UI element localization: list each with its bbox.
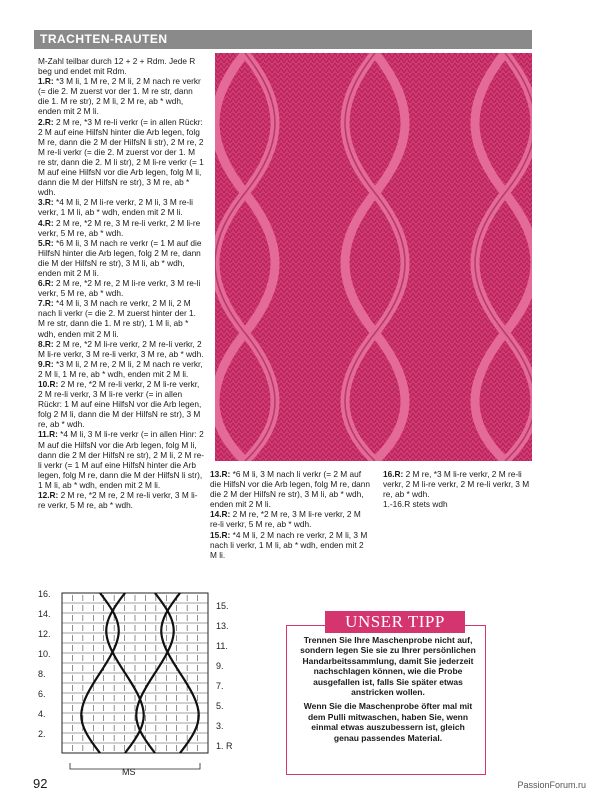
row-label: 4.R: <box>38 217 54 228</box>
chart-row-label-left: 10. <box>38 649 51 659</box>
row-text: 2 M re, *2 M re-li verkr, 2 M li-re verkr, 2 M re-li verkr, 3 M li-re verkr (= in allen Rückr: 1 M auf eine HilfsN vor die Arb legen, folg 2 M li, dann die M der HilfsN re str), 3 M re, ab * wdh. <box>38 379 202 430</box>
row-text: 2 M re, *2 M re, 2 M li-re verkr, 3 M re-li verkr, 5 M re, ab * wdh. <box>38 278 201 299</box>
chart-row-label-right: 3. <box>216 721 224 731</box>
row-label: 8.R: <box>38 338 54 349</box>
instruction-row <box>38 490 204 510</box>
chart-row-label-left: 4. <box>38 709 46 719</box>
row-text: M-Zahl teilbar durch 12 + 2 + Rdm. Jede R beg und endet mit Rdm. <box>38 56 196 77</box>
row-label: 6.R: <box>38 278 54 289</box>
row-text: *4 M li, 3 M nach re verkr, 2 M li, 2 M nach li verkr (= die 2. M zuerst hinter der 1. M re str, dann die 1. M re str), 1 M li, ab * wdh, enden mit 2 M li. <box>38 298 196 339</box>
chart-row-label-right: 13. <box>216 621 229 631</box>
row-label: 11.R: <box>38 429 58 440</box>
chart-row-label-right: 15. <box>216 601 229 611</box>
instruction-row <box>38 218 204 238</box>
row-text: *4 M li, 2 M nach re verkr, 2 M li, 3 M nach li verkr, 1 M li, ab * wdh, enden mit 2 M li. <box>210 529 368 560</box>
instruction-row <box>38 117 204 198</box>
row-text: *6 M li, 3 M nach re verkr (= 1 M auf die HilfsN hinter die Arb legen, folg 2 M re, dann die M der HilfsN re str), 3 M li, ab * wdh, enden mit 2 M li. <box>38 237 202 278</box>
row-label: 2.R: <box>38 116 54 127</box>
instruction-row <box>210 469 372 509</box>
row-label: 9.R: <box>38 358 54 369</box>
chart-row-label-right: 5. <box>216 701 224 711</box>
row-text: 2 M re, *3 M re-li verkr (= in allen Rückr: 2 M auf eine HilfsN hinter die Arb legen, folg M re, dann die 2 M der HilfsN li str), 2 M re, 2 M re-li verkr (= die 2. M zuerst vor der 1. M re str, dann die 2. M li str), 2 M li-re verkr (= 1 M auf eine HilfsN vor die Arb legen, folg M li, dann die M der HilfsN re str), 3 M re, ab * wdh. <box>38 116 204 198</box>
instruction-row <box>38 339 204 359</box>
row-label: 7.R: <box>38 298 54 309</box>
row-text: *3 M li, 1 M re, 2 M li, 2 M nach re verkr (= die 2. M zuerst vor der 1. M re str, dann die 1. M re str), 2 M li, 2 M re, ab * wdh, enden mit 2 M li. <box>38 76 201 117</box>
row-text: 2 M re, *3 M li-re verkr, 2 M re-li verkr, 2 M li-re verkr, 2 M re-li verkr, 3 M re, ab * wdh. <box>383 469 530 500</box>
instruction-row <box>38 429 204 490</box>
row-text: *4 M li, 2 M li-re verkr, 2 M li, 3 M re-li verkr, 1 M li, ab * wdh, enden mit 2 M li. <box>38 197 193 218</box>
row-text: 2 M re, *2 M re, 3 M re-li verkr, 2 M li-re verkr, 5 M re, ab * wdh. <box>38 217 201 238</box>
page-title: TRACHTEN-RAUTEN <box>34 30 532 49</box>
chart-row-label-left: 6. <box>38 689 46 699</box>
row-text: *4 M li, 3 M li-re verkr (= in allen Hinr: 2 M auf die HilfsN vor die Arb legen, folg M li, dann die 2 M der HilfsN re str), 2 M li, 2 M re-li verkr (= 1 M auf eine HilfsN hinter die Arb legen, folg M re, dann die M der HilfsN li str), 1 M li, ab * wdh, enden mit 2 M li. <box>38 429 204 490</box>
instruction-row <box>38 298 204 338</box>
chart-row-label-right: 1. R <box>216 741 233 751</box>
chart-row-label-left: 2. <box>38 729 46 739</box>
chart-row-label-left: 8. <box>38 669 46 679</box>
instructions-right <box>383 469 535 509</box>
tip-paragraph-1: Trennen Sie Ihre Maschenprobe nicht auf, sondern legen Sie sie zu Ihrer persönlichen Handarbeitssammlung, damit Sie jederzeit nachschlagen können, wie die Probe ausgefallen ist, falls Sie später etwas anstricken wollen. <box>300 635 476 698</box>
instructions-left <box>38 56 204 510</box>
knit-sample-photo <box>215 53 532 461</box>
row-text: 1.-16.R stets wdh <box>383 499 448 510</box>
instruction-row <box>38 278 204 298</box>
instruction-row <box>210 530 372 560</box>
instruction-row <box>210 509 372 529</box>
instruction-row <box>38 76 204 116</box>
row-label: 12.R: <box>38 490 59 501</box>
instruction-row <box>38 359 204 379</box>
tip-paragraph-2: Wenn Sie die Maschenprobe öfter mal mit dem Pulli mitwaschen, haben Sie, wenn einmal etwas auszubessern ist, gleich genau passendes Material. <box>303 701 473 743</box>
chart-row-label-left: 14. <box>38 609 51 619</box>
row-label: 16.R: <box>383 469 404 479</box>
instruction-row <box>383 469 535 499</box>
row-label: 1.R: <box>38 76 54 87</box>
row-label: 15.R: <box>210 529 231 540</box>
chart-row-label-left: 12. <box>38 629 51 639</box>
row-label: 13.R: <box>210 469 231 479</box>
row-text: *3 M li, 2 M re, 2 M li, 2 M nach re verkr, 2 M li, 1 M re, ab * wdh, enden mit 2 M li. <box>38 358 203 379</box>
chart-row-label-right: 7. <box>216 681 224 691</box>
watermark: PassionForum.ru <box>517 780 586 790</box>
chart-row-label-right: 11. <box>216 641 228 651</box>
row-text: 2 M re, *2 M re, 2 M re-li verkr, 3 M li-re verkr, 5 M re, ab * wdh. <box>38 490 198 511</box>
row-text: 2 M re, *2 M li-re verkr, 2 M re-li verkr, 2 M li-re verkr, 3 M re-li verkr, 3 M re, ab * wdh. <box>38 338 204 359</box>
instruction-row <box>38 56 204 76</box>
row-label: 5.R: <box>38 237 54 248</box>
knitting-chart <box>30 585 250 785</box>
instruction-row <box>383 499 535 509</box>
row-label: 3.R: <box>38 197 54 208</box>
row-text: *6 M li, 3 M nach li verkr (= 2 M auf die HilfsN vor die Arb legen, folg M re, dann die 2 M der HilfsN re str), 3 M li, ab * wdh, enden mit 2 M li. <box>210 469 371 510</box>
tip-title: UNSER TIPP <box>325 611 465 633</box>
instruction-row <box>38 379 204 429</box>
knit-texture-image <box>215 53 532 461</box>
repeat-label: MS <box>122 767 136 777</box>
row-text: 2 M re, *2 M re, 3 M li-re verkr, 2 M re-li verkr, 5 M re, ab * wdh. <box>210 509 361 530</box>
instructions-middle <box>210 469 372 560</box>
instruction-row <box>38 197 204 217</box>
chart-row-label-left: 16. <box>38 589 51 599</box>
row-label: 10.R: <box>38 379 59 389</box>
chart-row-label-right: 9. <box>216 661 224 671</box>
page-number: 92 <box>33 776 48 791</box>
tip-text <box>298 635 478 747</box>
row-label: 14.R: <box>210 509 231 520</box>
instruction-row <box>38 238 204 278</box>
